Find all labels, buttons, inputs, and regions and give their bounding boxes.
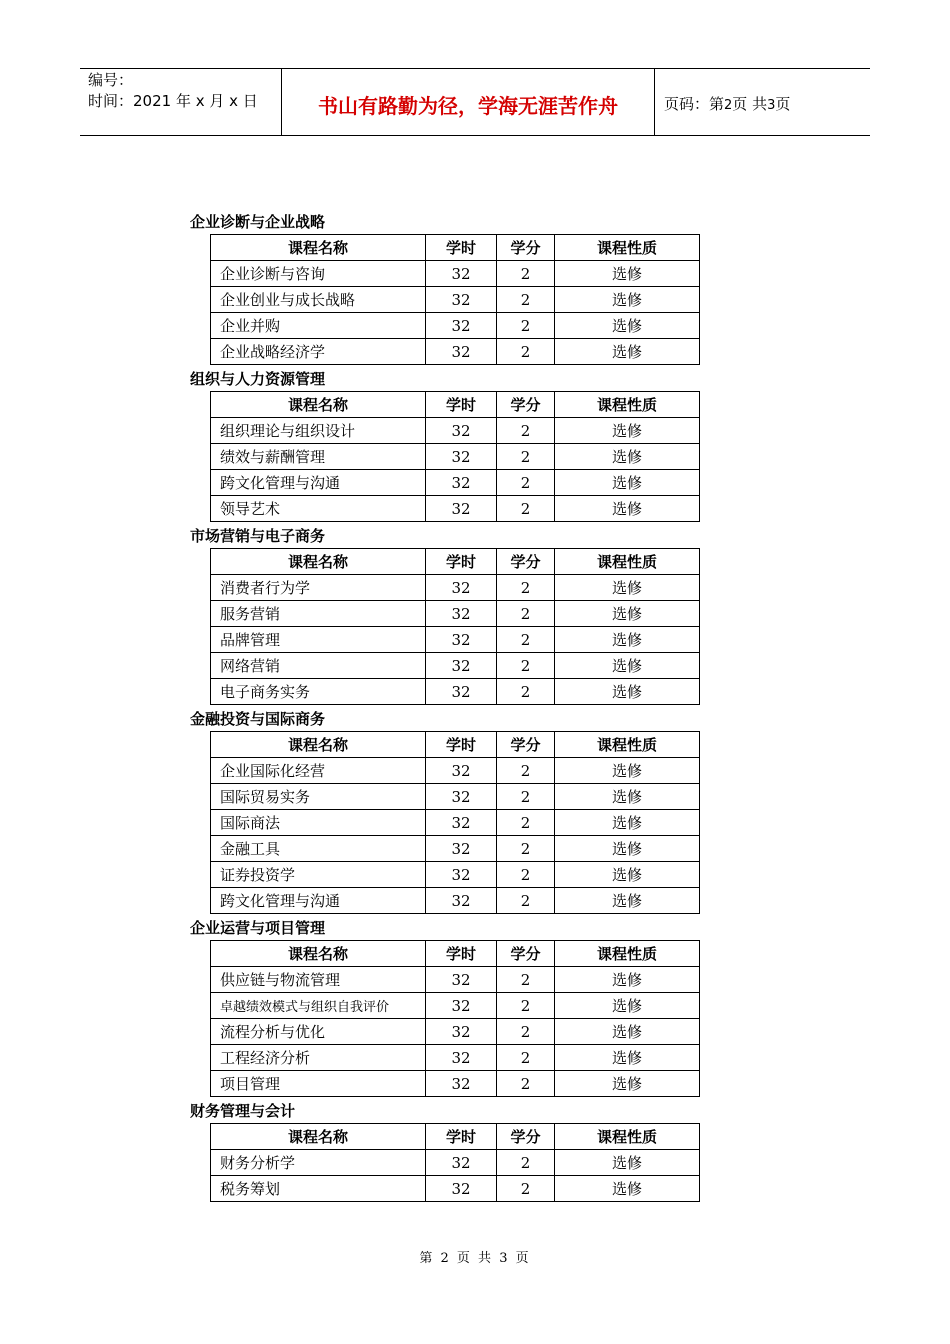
credits-cell: 2 bbox=[497, 627, 555, 653]
credits-cell: 2 bbox=[497, 679, 555, 705]
hours-cell: 32 bbox=[426, 862, 497, 888]
table-row bbox=[211, 1150, 700, 1176]
course-type-cell: 选修 bbox=[555, 261, 700, 287]
table-row bbox=[211, 758, 700, 784]
course-name-cell: 企业并购 bbox=[211, 313, 426, 339]
table-header-row bbox=[211, 392, 700, 418]
table-row bbox=[211, 261, 700, 287]
hours-cell: 32 bbox=[426, 967, 497, 993]
course-name-cell: 税务筹划 bbox=[211, 1176, 426, 1202]
course-table bbox=[210, 731, 700, 914]
column-header: 课程名称 bbox=[211, 235, 426, 261]
course-name-cell: 网络营销 bbox=[211, 653, 426, 679]
course-type-cell: 选修 bbox=[555, 1150, 700, 1176]
course-name-cell: 电子商务实务 bbox=[211, 679, 426, 705]
column-header: 学时 bbox=[426, 549, 497, 575]
course-name-cell: 流程分析与优化 bbox=[211, 1019, 426, 1045]
column-header: 课程性质 bbox=[555, 1124, 700, 1150]
page-footer: 第 2 页 共 3 页 bbox=[419, 1251, 531, 1266]
table-row bbox=[211, 888, 700, 914]
course-list bbox=[190, 208, 710, 1202]
hours-cell: 32 bbox=[426, 287, 497, 313]
course-type-cell: 选修 bbox=[555, 1019, 700, 1045]
course-type-cell: 选修 bbox=[555, 627, 700, 653]
course-type-cell: 选修 bbox=[555, 496, 700, 522]
column-header: 课程名称 bbox=[211, 392, 426, 418]
table-row bbox=[211, 418, 700, 444]
hours-cell: 32 bbox=[426, 1019, 497, 1045]
credits-cell: 2 bbox=[497, 888, 555, 914]
page-mid: 页 共 bbox=[732, 95, 768, 113]
table-row bbox=[211, 1071, 700, 1097]
course-table bbox=[210, 391, 700, 522]
table-row bbox=[211, 313, 700, 339]
serial-label: 编号： bbox=[88, 71, 134, 89]
table-row bbox=[211, 810, 700, 836]
table-row bbox=[211, 444, 700, 470]
course-name-cell: 服务营销 bbox=[211, 601, 426, 627]
course-type-cell: 选修 bbox=[555, 575, 700, 601]
course-name-cell: 企业国际化经营 bbox=[211, 758, 426, 784]
course-name-cell: 品牌管理 bbox=[211, 627, 426, 653]
credits-cell: 2 bbox=[497, 1176, 555, 1202]
hours-cell: 32 bbox=[426, 1176, 497, 1202]
column-header: 学分 bbox=[497, 235, 555, 261]
credits-cell: 2 bbox=[497, 575, 555, 601]
course-name-cell: 领导艺术 bbox=[211, 496, 426, 522]
course-type-cell: 选修 bbox=[555, 758, 700, 784]
credits-cell: 2 bbox=[497, 444, 555, 470]
credits-cell: 2 bbox=[497, 1019, 555, 1045]
table-row bbox=[211, 679, 700, 705]
hours-cell: 32 bbox=[426, 575, 497, 601]
table-row bbox=[211, 575, 700, 601]
hours-cell: 32 bbox=[426, 444, 497, 470]
credits-cell: 2 bbox=[497, 1071, 555, 1097]
hours-cell: 32 bbox=[426, 1150, 497, 1176]
hours-cell: 32 bbox=[426, 810, 497, 836]
course-name-cell: 项目管理 bbox=[211, 1071, 426, 1097]
credits-cell: 2 bbox=[497, 810, 555, 836]
table-row bbox=[211, 470, 700, 496]
header-bottom-rule bbox=[80, 135, 870, 136]
column-header: 课程名称 bbox=[211, 1124, 426, 1150]
course-table bbox=[210, 234, 700, 365]
course-type-cell: 选修 bbox=[555, 836, 700, 862]
course-type-cell: 选修 bbox=[555, 444, 700, 470]
hours-cell: 32 bbox=[426, 470, 497, 496]
column-header: 学分 bbox=[497, 549, 555, 575]
credits-cell: 2 bbox=[497, 287, 555, 313]
course-name-cell: 组织理论与组织设计 bbox=[211, 418, 426, 444]
hours-cell: 32 bbox=[426, 313, 497, 339]
header-divider-right bbox=[654, 68, 655, 136]
credits-cell: 2 bbox=[497, 1045, 555, 1071]
section-title: 组织与人力资源管理 bbox=[190, 370, 326, 388]
column-header: 课程名称 bbox=[211, 941, 426, 967]
hours-cell: 32 bbox=[426, 601, 497, 627]
column-header: 课程性质 bbox=[555, 732, 700, 758]
course-name-cell: 消费者行为学 bbox=[211, 575, 426, 601]
hours-cell: 32 bbox=[426, 627, 497, 653]
table-row bbox=[211, 601, 700, 627]
hours-cell: 32 bbox=[426, 784, 497, 810]
column-header: 学分 bbox=[497, 392, 555, 418]
course-type-cell: 选修 bbox=[555, 313, 700, 339]
credits-cell: 2 bbox=[497, 496, 555, 522]
hours-cell: 32 bbox=[426, 496, 497, 522]
table-header-row bbox=[211, 235, 700, 261]
table-header-row bbox=[211, 732, 700, 758]
credits-cell: 2 bbox=[497, 470, 555, 496]
hours-cell: 32 bbox=[426, 418, 497, 444]
header-top-rule bbox=[80, 68, 870, 69]
column-header: 课程性质 bbox=[555, 941, 700, 967]
course-type-cell: 选修 bbox=[555, 993, 700, 1019]
course-type-cell: 选修 bbox=[555, 339, 700, 365]
credits-cell: 2 bbox=[497, 784, 555, 810]
header-motto: 书山有路勤为径，学海无涯苦作舟 bbox=[318, 94, 618, 118]
header-info bbox=[88, 70, 258, 112]
column-header: 课程名称 bbox=[211, 732, 426, 758]
course-name-cell: 企业诊断与咨询 bbox=[211, 261, 426, 287]
table-row bbox=[211, 287, 700, 313]
column-header: 学时 bbox=[426, 235, 497, 261]
hours-cell: 32 bbox=[426, 679, 497, 705]
column-header: 学时 bbox=[426, 392, 497, 418]
column-header: 课程性质 bbox=[555, 235, 700, 261]
course-name-cell: 工程经济分析 bbox=[211, 1045, 426, 1071]
course-type-cell: 选修 bbox=[555, 862, 700, 888]
course-table bbox=[210, 940, 700, 1097]
credits-cell: 2 bbox=[497, 261, 555, 287]
course-name-cell: 卓越绩效模式与组织自我评价 bbox=[211, 993, 426, 1019]
column-header: 学时 bbox=[426, 941, 497, 967]
credits-cell: 2 bbox=[497, 967, 555, 993]
hours-cell: 32 bbox=[426, 993, 497, 1019]
course-name-cell: 财务分析学 bbox=[211, 1150, 426, 1176]
page-current: 2 bbox=[724, 98, 733, 113]
course-name-cell: 供应链与物流管理 bbox=[211, 967, 426, 993]
table-row bbox=[211, 993, 700, 1019]
page-total: 3 bbox=[767, 98, 776, 113]
course-table bbox=[210, 1123, 700, 1202]
course-name-cell: 企业创业与成长战略 bbox=[211, 287, 426, 313]
table-row bbox=[211, 496, 700, 522]
credits-cell: 2 bbox=[497, 758, 555, 784]
column-header: 课程性质 bbox=[555, 392, 700, 418]
section-title: 财务管理与会计 bbox=[190, 1102, 296, 1120]
course-type-cell: 选修 bbox=[555, 287, 700, 313]
course-type-cell: 选修 bbox=[555, 418, 700, 444]
credits-cell: 2 bbox=[497, 993, 555, 1019]
date-label: 时间：2021 年 x 月 x 日 bbox=[88, 92, 258, 110]
column-header: 课程名称 bbox=[211, 549, 426, 575]
table-header-row bbox=[211, 1124, 700, 1150]
section-title: 金融投资与国际商务 bbox=[190, 710, 326, 728]
column-header: 学时 bbox=[426, 1124, 497, 1150]
section-title: 企业诊断与企业战略 bbox=[190, 213, 326, 231]
table-row bbox=[211, 339, 700, 365]
table-row bbox=[211, 967, 700, 993]
page-prefix: 页码：第 bbox=[664, 95, 725, 113]
credits-cell: 2 bbox=[497, 339, 555, 365]
section-title: 市场营销与电子商务 bbox=[190, 527, 326, 545]
column-header: 课程性质 bbox=[555, 549, 700, 575]
course-name-cell: 国际贸易实务 bbox=[211, 784, 426, 810]
hours-cell: 32 bbox=[426, 836, 497, 862]
table-header-row bbox=[211, 549, 700, 575]
table-header-row bbox=[211, 941, 700, 967]
table-row bbox=[211, 1019, 700, 1045]
course-name-cell: 企业战略经济学 bbox=[211, 339, 426, 365]
course-type-cell: 选修 bbox=[555, 1071, 700, 1097]
course-table bbox=[210, 548, 700, 705]
table-row bbox=[211, 836, 700, 862]
table-row bbox=[211, 627, 700, 653]
course-type-cell: 选修 bbox=[555, 679, 700, 705]
hours-cell: 32 bbox=[426, 888, 497, 914]
header-page-number bbox=[664, 93, 790, 114]
course-type-cell: 选修 bbox=[555, 653, 700, 679]
table-row bbox=[211, 784, 700, 810]
column-header: 学分 bbox=[497, 941, 555, 967]
course-name-cell: 跨文化管理与沟通 bbox=[211, 888, 426, 914]
course-name-cell: 绩效与薪酬管理 bbox=[211, 444, 426, 470]
course-name-cell: 跨文化管理与沟通 bbox=[211, 470, 426, 496]
course-type-cell: 选修 bbox=[555, 810, 700, 836]
course-name-cell: 金融工具 bbox=[211, 836, 426, 862]
credits-cell: 2 bbox=[497, 836, 555, 862]
credits-cell: 2 bbox=[497, 418, 555, 444]
course-type-cell: 选修 bbox=[555, 1045, 700, 1071]
course-type-cell: 选修 bbox=[555, 967, 700, 993]
course-type-cell: 选修 bbox=[555, 1176, 700, 1202]
credits-cell: 2 bbox=[497, 653, 555, 679]
table-row bbox=[211, 862, 700, 888]
credits-cell: 2 bbox=[497, 601, 555, 627]
table-row bbox=[211, 1176, 700, 1202]
hours-cell: 32 bbox=[426, 339, 497, 365]
hours-cell: 32 bbox=[426, 758, 497, 784]
credits-cell: 2 bbox=[497, 313, 555, 339]
hours-cell: 32 bbox=[426, 653, 497, 679]
course-name-cell: 国际商法 bbox=[211, 810, 426, 836]
hours-cell: 32 bbox=[426, 1045, 497, 1071]
section-title: 企业运营与项目管理 bbox=[190, 919, 326, 937]
column-header: 学分 bbox=[497, 1124, 555, 1150]
table-row bbox=[211, 653, 700, 679]
column-header: 学分 bbox=[497, 732, 555, 758]
hours-cell: 32 bbox=[426, 1071, 497, 1097]
course-type-cell: 选修 bbox=[555, 470, 700, 496]
course-name-cell: 证券投资学 bbox=[211, 862, 426, 888]
credits-cell: 2 bbox=[497, 862, 555, 888]
credits-cell: 2 bbox=[497, 1150, 555, 1176]
course-type-cell: 选修 bbox=[555, 784, 700, 810]
page-suffix: 页 bbox=[775, 95, 791, 113]
table-row bbox=[211, 1045, 700, 1071]
course-type-cell: 选修 bbox=[555, 888, 700, 914]
course-type-cell: 选修 bbox=[555, 601, 700, 627]
hours-cell: 32 bbox=[426, 261, 497, 287]
column-header: 学时 bbox=[426, 732, 497, 758]
